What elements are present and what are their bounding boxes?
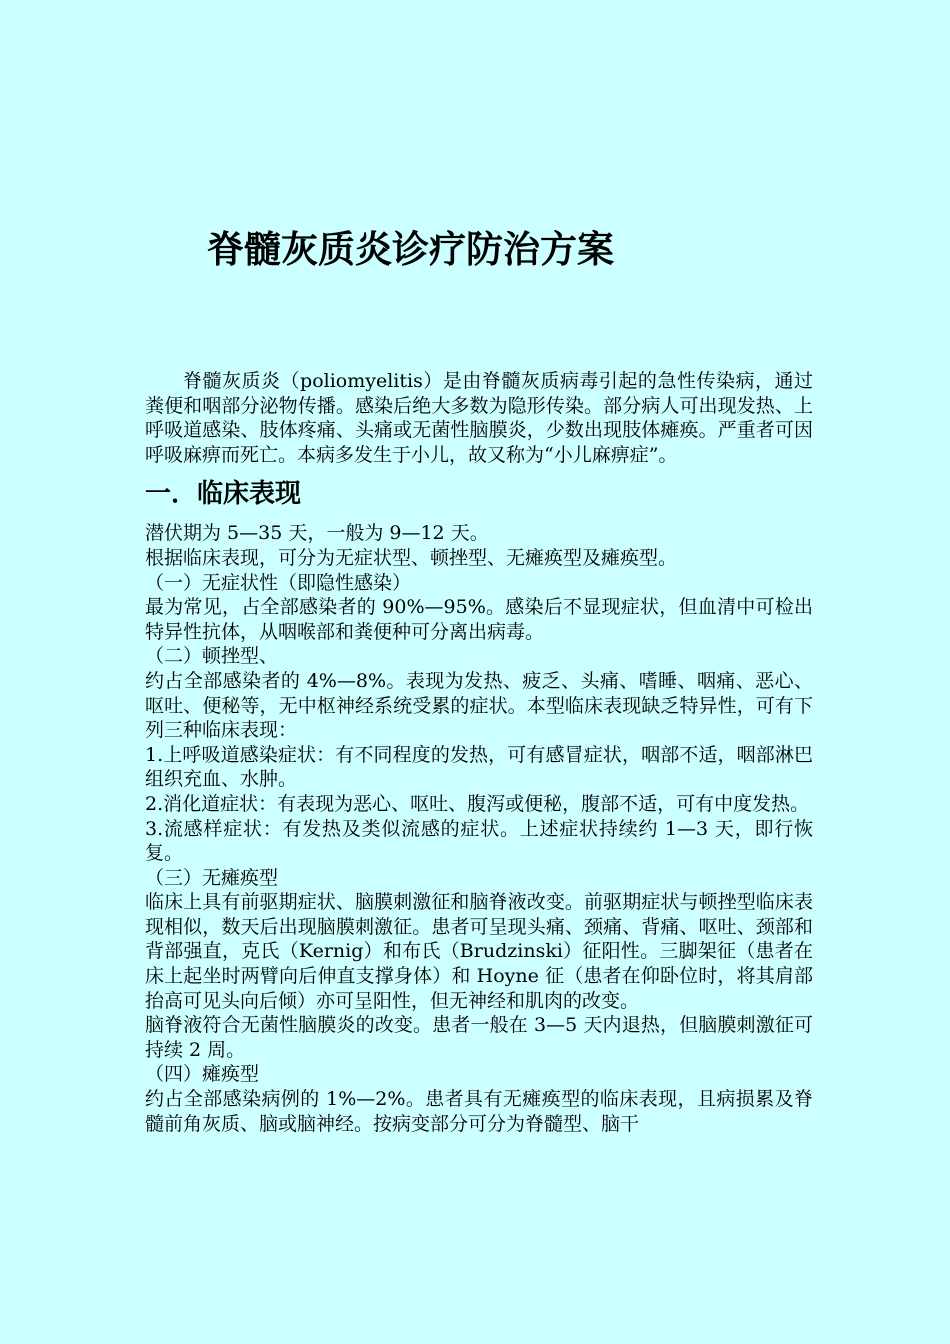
abortive-paragraph: 约占全部感染者的 4%—8%。表现为发热、疲乏、头痛、嗜睡、咽痛、恶心、呕吐、便秘等，无中枢神经系统受累的症状。本型临床表现缺乏特异性，可有下列三种临床表现： bbox=[145, 669, 813, 742]
classification-paragraph: 根据临床表现，可分为无症状型、顿挫型、无瘫痪型及瘫痪型。 bbox=[145, 546, 678, 569]
intro-paragraph: 脊髓灰质炎（poliomyelitis）是由脊髓灰质病毒引起的急性传染病，通过粪便和咽部分泌物传播。感染后绝大多数为隐形传染。部分病人可出现发热、上呼吸道感染、肢体疼痛、头痛或无菌性脑膜炎，少数出现肢体瘫痪。严重者可因呼吸麻痹而死亡。本病多发生于小儿，故又称为“小儿麻痹症”。 bbox=[145, 370, 813, 466]
document-title: 脊髓灰质炎诊疗防治方案 bbox=[207, 228, 614, 271]
subsection-title-asymptomatic: （一）无症状性（即隐性感染） bbox=[145, 571, 412, 594]
subsection-title-paralytic: （四）瘫痪型 bbox=[145, 1063, 260, 1086]
nonparalytic-paragraph-1: 临床上具有前驱期症状、脑膜刺激征和脑脊液改变。前驱期症状与顿挫型临床表现相似，数天后出现脑膜刺激征。患者可呈现头痛、颈痛、背痛、呕吐、颈部和背部强直，克氏（Kernig）和布氏（Brudzinski）征阳性。三脚架征（患者在床上起坐时两臂向后伸直支撑身体）和 Hoyne 征（患者在仰卧位时，将其肩部抬高可见头向后倾）亦可呈阳性，但无神经和肌肉的改变。 bbox=[145, 891, 813, 1012]
paralytic-paragraph: 约占全部感染病例的 1%—2%。患者具有无瘫痪型的临床表现，且病损累及脊髓前角灰质、脑或脑神经。按病变部分可分为脊髓型、脑干 bbox=[145, 1088, 813, 1135]
abortive-item-flu: 3.流感样症状：有发热及类似流感的症状。上述症状持续约 1—3 天，即行恢复。 bbox=[145, 817, 813, 865]
section-heading-clinical: 一．临床表现 bbox=[145, 479, 302, 510]
asymptomatic-paragraph: 最为常见，占全部感染者的 90%—95%。感染后不显现症状，但血清中可检出特异性抗体，从咽喉部和粪便种可分离出病毒。 bbox=[145, 596, 813, 643]
abortive-item-digestive: 2.消化道症状：有表现为恶心、呕吐、腹泻或便秘，腹部不适，可有中度发热。 bbox=[145, 792, 810, 815]
subsection-title-abortive: （二）顿挫型、 bbox=[145, 645, 279, 668]
abortive-item-respiratory: 1.上呼吸道感染症状：有不同程度的发热，可有感冒症状，咽部不适，咽部淋巴组织充血、水肿。 bbox=[145, 743, 813, 791]
subsection-title-nonparalytic: （三）无瘫痪型 bbox=[145, 866, 279, 889]
document-body bbox=[145, 369, 813, 1136]
nonparalytic-paragraph-2: 脑脊液符合无菌性脑膜炎的改变。患者一般在 3—5 天内退热，但脑膜刺激征可持续 2 周。 bbox=[145, 1014, 813, 1061]
incubation-paragraph: 潜伏期为 5—35 天，一般为 9—12 天。 bbox=[145, 522, 489, 545]
